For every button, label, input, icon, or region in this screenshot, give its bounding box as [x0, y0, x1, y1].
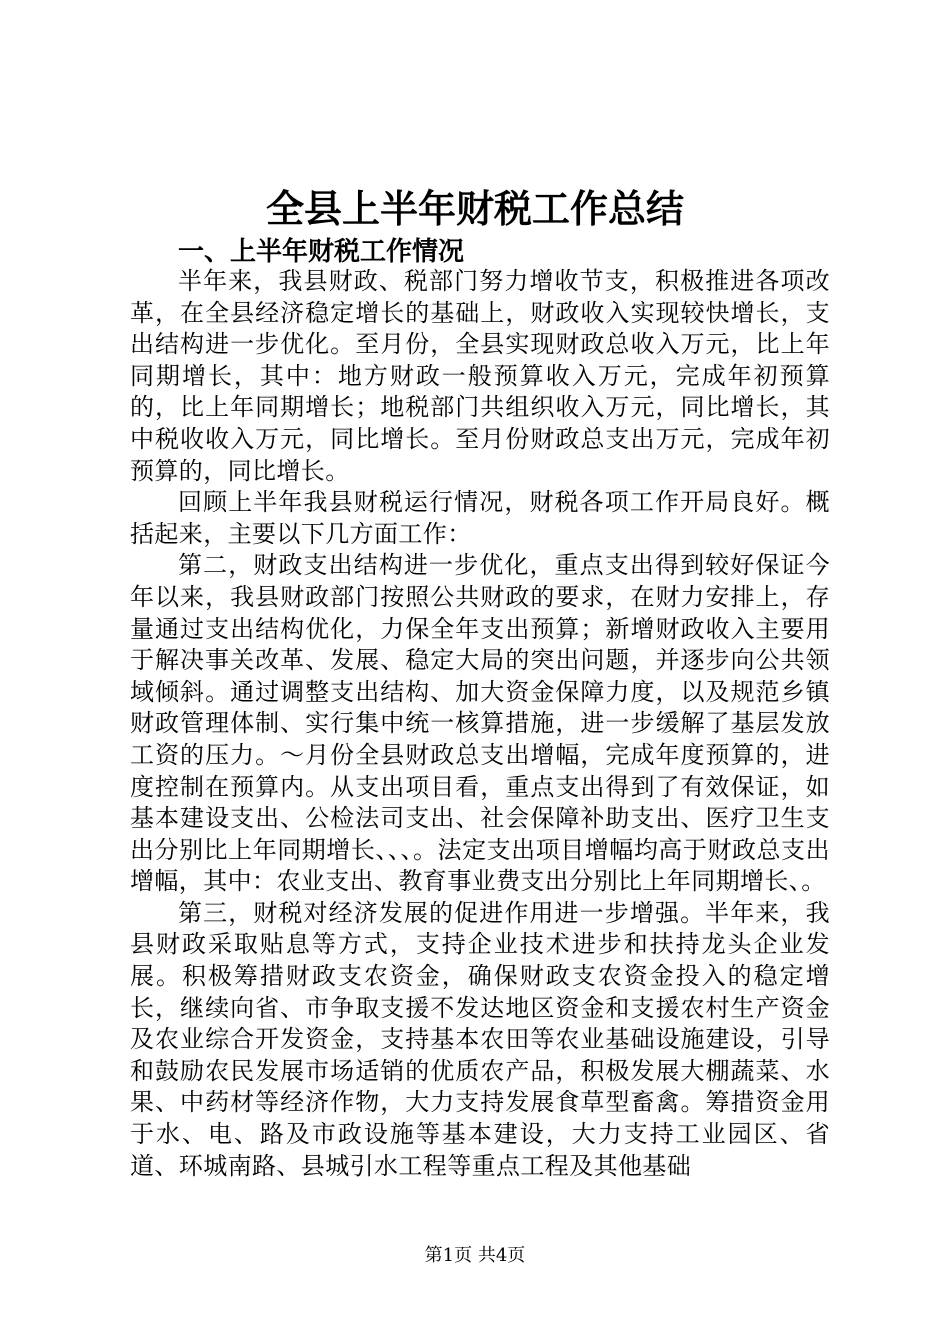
paragraph-4: 第三，财税对经济发展的促进作用进一步增强。半年来，我县财政采取贴息等方式，支持企业技术进步和扶持龙头企业发展。积极筹措财政支农资金，确保财政支农资金投入的稳定增长，继续向省、市争取支援不发达地区资金和支援农村生产资金及农业综合开发资金，支持基本农田等农业基础设施建设，引导和鼓励农民发展市场适销的优质农产品，积极发展大棚蔬菜、水果、中药材等经济作物，大力支持发展食草型畜禽。筹措资金用于水、电、路及市政设施等基本建设，大力支持工业园区、省道、环城南路、县城引水工程等重点工程及其他基础 [130, 898, 830, 1180]
paragraph-2: 回顾上半年我县财税运行情况，财税各项工作开局良好。概括起来，主要以下几方面工作： [130, 488, 830, 548]
document-title: 全县上半年财税工作总结 [265, 186, 684, 231]
paragraph-1: 半年来，我县财政、税部门努力增收节支，积极推进各项改革，在全县经济稳定增长的基础上，财政收入实现较快增长，支出结构进一步优化。至月份，全县实现财政总收入万元，比上年同期增长，其中：地方财政一般预算收入万元，完成年初预算的，比上年同期增长；地税部门共组织收入万元，同比增长，其中税收收入万元，同比增长。至月份财政总支出万元，完成年初预算的，同比增长。 [130, 267, 830, 485]
page-footer: 第1页 共4页 [424, 1245, 526, 1266]
paragraph-3: 第二，财政支出结构进一步优化，重点支出得到较好保证今年以来，我县财政部门按照公共财政的要求，在财力安排上，存量通过支出结构优化，力保全年支出预算；新增财政收入主要用于解决事关改革、发展、稳定大局的突出问题，并逐步向公共领域倾斜。通过调整支出结构、加大资金保障力度，以及规范乡镇财政管理体制、实行集中统一核算措施，进一步缓解了基层发放工资的压力。～月份全县财政总支出增幅，完成年度预算的，进度控制在预算内。从支出项目看，重点支出得到了有效保证，如基本建设支出、公检法司支出、社会保障补助支出、医疗卫生支出分别比上年同期增长、、、。法定支出项目增幅均高于财政总支出增幅，其中：农业支出、教育事业费支出分别比上年同期增长、。 [130, 551, 830, 896]
document-body [130, 266, 830, 1182]
section-heading: 一、上半年财税工作情况 [178, 237, 465, 267]
